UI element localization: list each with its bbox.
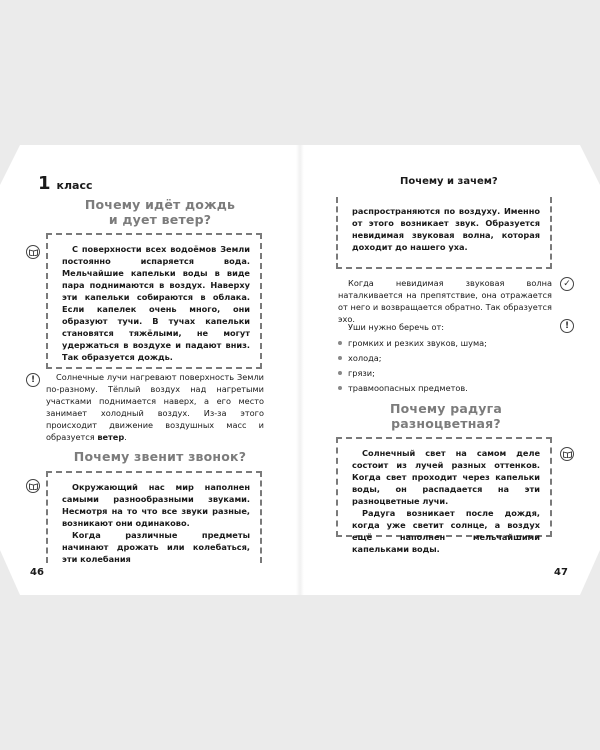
title-rainbow: Почему радуга разноцветная? — [389, 401, 503, 431]
list-item: травмоопасных предметов. — [338, 382, 552, 394]
list-item: громких и резких звуков, шума; — [338, 337, 552, 349]
list-item: грязи; — [338, 367, 552, 379]
section-header: Почему и зачем? — [400, 176, 498, 187]
grade-number: 1 — [38, 173, 51, 194]
box-sound-text: распространяются по воздуху. Именно от этого возникает звук. Образуется невидимая звуковая волна, которая доходит до нашего уха. — [352, 206, 540, 252]
grade-header — [38, 173, 93, 194]
wind-text: Солнечные лучи нагревают поверхность Земли по-разному. Тёплый воздух над нагретыми участками поднимается наверх, а его место занимает холодный воздух. Из-за этого происходит движение воздушных масс и образуется — [46, 372, 264, 442]
wind-paragraph — [46, 371, 264, 443]
box-bell-text-2: Когда различные предметы начинают дрожать или колебаться, эти колебания — [62, 530, 250, 564]
page-number-right: 47 — [554, 567, 568, 578]
ears-list — [338, 337, 552, 394]
page-number-left: 46 — [30, 567, 44, 578]
box-rain — [46, 233, 262, 369]
check-icon: ✓ — [560, 277, 574, 291]
left-page — [0, 145, 300, 595]
title-rain: Почему идёт дождь и дует ветер? — [84, 197, 236, 227]
right-page — [300, 145, 600, 595]
echo-paragraph — [338, 277, 552, 325]
list-item: холода; — [338, 352, 552, 364]
book-spread — [0, 145, 600, 595]
wind-text-end: . — [124, 432, 127, 442]
title-bell: Почему звенит звонок? — [73, 449, 247, 464]
ears-section — [338, 321, 552, 397]
exclamation-icon: ! — [560, 319, 574, 333]
box-bell — [46, 471, 262, 563]
echo-text: Когда невидимая звуковая волна наталкивается на препятствие, она отражается от него и возвращается обратно. Так образуется эхо. — [338, 278, 552, 324]
box-bell-text-1: Окружающий нас мир наполнен самыми разнообразными звуками. Несмотря на то что все звуки разные, возникают они одинаково. — [62, 482, 250, 528]
box-rainbow — [336, 437, 552, 554]
grade-label: класс — [56, 179, 93, 192]
exclamation-icon: ! — [26, 373, 40, 387]
wind-text-bold: ветер — [97, 432, 125, 442]
box-rainbow-text-1: Солнечный свет на самом деле состоит из лучей разных оттенков. Когда свет проходит через капельки воды, он распадается на эти разноцветные лучи. — [352, 448, 540, 506]
box-rainbow-text-2: Радуга возникает после дождя, когда уже светит солнце, а воздух ещё наполнен мельчайшими капельками воды. — [352, 508, 540, 554]
book-icon — [26, 245, 40, 259]
box-sound — [336, 197, 552, 269]
ears-intro: Уши нужно беречь от: — [348, 322, 445, 332]
book-icon — [26, 479, 40, 493]
box-rain-text: С поверхности всех водоёмов Земли постоянно испаряется вода. Мельчайшие капельки воды в виде пара поднимаются в воздух. Наверху эти капельки собираются в облака. Если капелек очень много, они образуют тучи. В тучах капельки становятся тяжёлыми, не могут удержаться в воздухе и падают вниз. Так образуется дождь. — [62, 244, 250, 362]
book-icon — [560, 447, 574, 461]
